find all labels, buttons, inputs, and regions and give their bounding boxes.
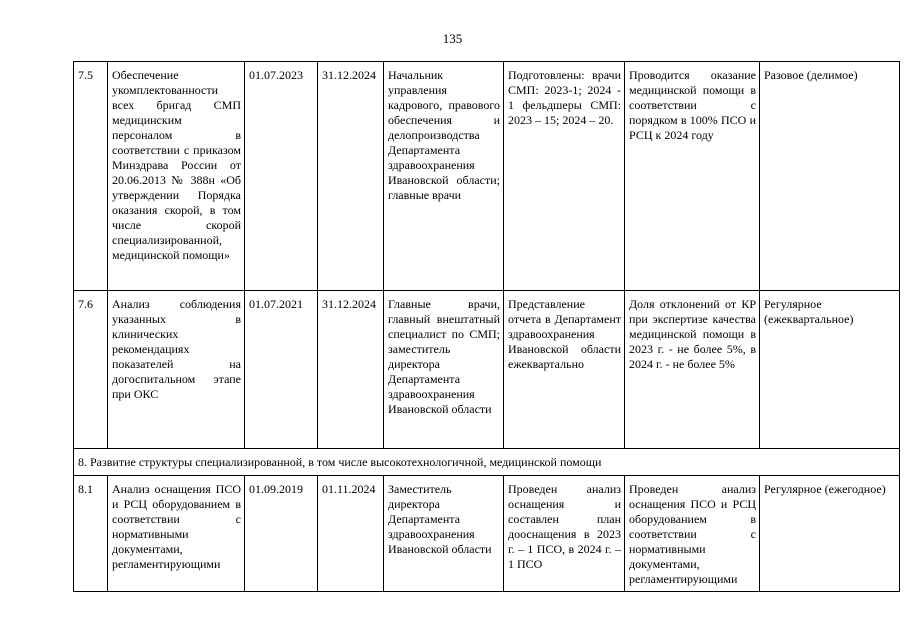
- end-date-cell: 31.12.2024: [318, 291, 384, 449]
- responsible-cell: Начальник управления кадрового, правового обеспечения и делопроизводства Департамента здравоохранения Ивановской области; главные врачи: [384, 62, 504, 291]
- section-row: [74, 449, 900, 476]
- row-number: 7.6: [74, 291, 108, 449]
- page-number: 135: [442, 31, 463, 46]
- indicator-cell: Доля отклонений от КР при экспертизе качества медицинской помощи в 2023 г. - не более 5%, в 2024 г. - не более 5%: [625, 291, 760, 449]
- action-plan-table: [73, 61, 900, 592]
- result-cell: Подготовлены: врачи СМП: 2023-1; 2024 - 1 фельдшеры СМП: 2023 – 15; 2024 – 20.: [504, 62, 625, 291]
- table-row: [74, 291, 900, 449]
- responsible-cell: Главные врачи, главный внештатный специалист по СМП; заместитель директора Департамента здравоохранения Ивановской области: [384, 291, 504, 449]
- action-cell: Анализ соблюдения указанных в клинических рекомендациях показателей на догоспитальном этапе при ОКС: [108, 291, 245, 449]
- result-cell: Проведен анализ оснащения и составлен план дооснащения в 2023 г. – 1 ПСО, в 2024 г. – 1 ПСО: [504, 476, 625, 592]
- row-number: 8.1: [74, 476, 108, 592]
- end-date-cell: 01.11.2024: [318, 476, 384, 592]
- result-cell: Представление отчета в Департамент здравоохранения Ивановской области ежеквартально: [504, 291, 625, 449]
- type-cell: Разовое (делимое): [760, 62, 900, 291]
- start-date-cell: 01.07.2023: [245, 62, 318, 291]
- start-date-cell: 01.09.2019: [245, 476, 318, 592]
- indicator-cell: Проведен анализ оснащения ПСО и РСЦ оборудованием в соответствии с нормативными документами, регламентирующими: [625, 476, 760, 592]
- table-row: [74, 62, 900, 291]
- table-row: [74, 476, 900, 592]
- start-date-cell: 01.07.2021: [245, 291, 318, 449]
- action-cell: Анализ оснащения ПСО и РСЦ оборудованием в соответствии с нормативными документами, регламентирующими: [108, 476, 245, 592]
- section-heading: 8. Развитие структуры специализированной, в том числе высокотехнологичной, медицинской помощи: [74, 449, 900, 476]
- type-cell: Регулярное (ежегодное): [760, 476, 900, 592]
- action-cell: Обеспечение укомплектованности всех бригад СМП медицинским персоналом в соответствии с приказом Минздрава России от 20.06.2013 № 388н «Об утверждении Порядка оказания скорой, в том числе скорой специализированной, медицинской помощи»: [108, 62, 245, 291]
- responsible-cell: Заместитель директора Департамента здравоохранения Ивановской области: [384, 476, 504, 592]
- indicator-cell: Проводится оказание медицинской помощи в соответствии с порядком в 100% ПСО и РСЦ к 2024 году: [625, 62, 760, 291]
- row-number: 7.5: [74, 62, 108, 291]
- type-cell: Регулярное (ежеквартальное): [760, 291, 900, 449]
- end-date-cell: 31.12.2024: [318, 62, 384, 291]
